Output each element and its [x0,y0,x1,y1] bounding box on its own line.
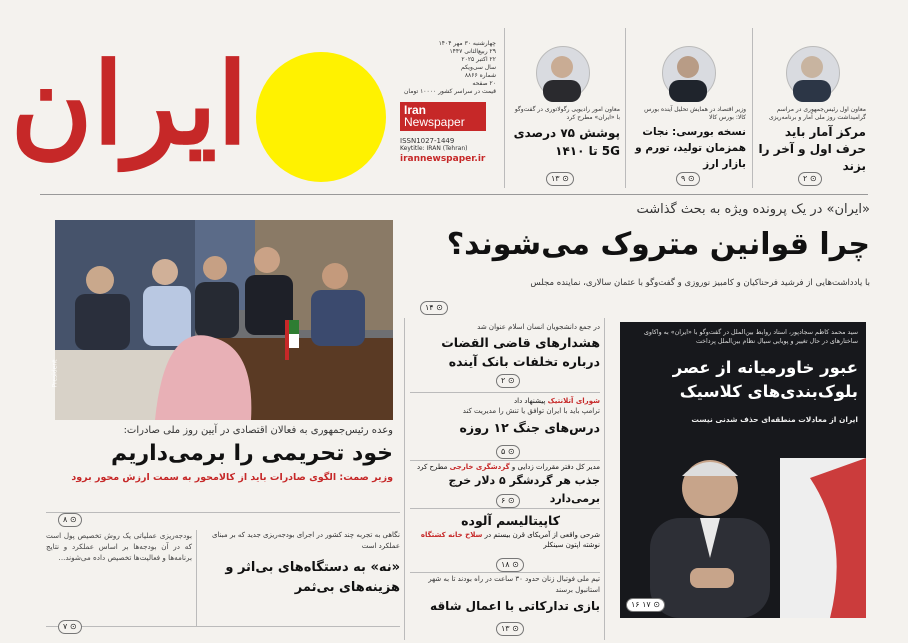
photo-kicker: وعده رئیس‌جمهوری به فعالان اقتصادی در آیین روز ملی صادرات: [123,425,393,436]
page-ref[interactable]: ۱۳ ⊙ [496,622,524,636]
date-line: ۲۹ ربیع‌الثانی ۱۴۴۷ [449,48,496,55]
portrait-photo [662,46,716,100]
teaser-title: نسخه بورسی: نجات همزمان تولید، تورم و بازار ارز [635,126,746,170]
english-brand [400,102,486,131]
keytitle: Keytitle: IRAN (Tehran) [400,145,468,152]
page-ref[interactable]: ۹ ⊙ [676,172,700,186]
interview-headline: عبور خاورمیانه از عصر بلوک‌بندی‌های کلاسیک [672,358,858,401]
page-ref[interactable]: ۸ ⊙ [58,513,82,527]
sun-emblem [256,52,386,182]
divider [410,572,600,573]
divider [410,508,600,509]
budget-body-text: بودجه‌ریزی عملیاتی یک روش تخصیص پول است که در آن بودجه‌ها بر اساس عملکرد و نتایج برنامه‌ها و فعالیت‌ها تخصیص داده می‌شوند... [46,531,192,562]
story-title: هشدارهای قاضی القضات درباره تخلفات بانک آینده [441,335,600,369]
meeting-scene [55,220,393,420]
story-kicker: مدیر کل دفتر مقررات زدایی و [511,463,600,471]
photo-subtitle: وزیر صمت: الگوی صادرات باید از کالامحور به سمت ارزش محور برود [71,472,393,483]
teaser-title: مرکز آمار باید حرف اول و آخر را بزند [758,125,866,173]
main-story[interactable] [410,200,870,318]
teaser-1[interactable] [758,40,866,188]
middle-column [410,322,600,642]
story-label-line [410,396,600,406]
middle-story-3[interactable] [410,462,600,510]
page-ref[interactable]: ۲ ⊙ [798,172,822,186]
date-line: سال سی‌ویکم [460,64,496,71]
story-kicker: شرحی واقعی از آمریکای قرن بیستم در [484,531,600,539]
person-icon [785,47,839,101]
story-title: جذب هر گردشگر ۵ دلار خرج برمی‌دارد [448,474,600,505]
story-kicker: در جمع دانشجویان انسان اسلام عنوان شد [477,323,600,331]
budget-story[interactable] [200,530,400,620]
brand-block [400,40,496,190]
logo-text: ایران [10,39,248,170]
person-icon [535,47,589,101]
page-ref[interactable]: ۷ ⊙ [58,620,82,634]
issn: ISSN1027-1449 [400,137,455,145]
date-line: ۲۲ اکتبر ۲۰۲۵ [461,56,496,63]
divider [625,28,626,188]
story-kicker: نگاهی به تجربه چند کشور در اجرای بودجه‌ریزی جدید که بر مبنای عملکرد است [212,531,400,550]
story-kicker-2: مطرح کرد [416,463,448,471]
divider [410,392,600,393]
column-divider [604,318,605,640]
story-label: شورای آتلانتیک [547,397,600,405]
interview-subtitle: ایران از معادلات منطقه‌ای حذف شدنی نیست [691,415,858,424]
interview-feature[interactable] [620,322,866,618]
story-kicker-2: نوشته اپتون سینکلر [543,541,600,549]
page-ref[interactable]: ۲ ⊙ [496,374,520,388]
middle-story-4[interactable] [410,512,600,572]
teaser-kicker: وزیر اقتصاد در همایش تحلیل آینده بورس کالا: بورس کالا [644,106,746,121]
page-ref[interactable]: ۱۳ ⊙ [546,172,574,186]
brand-line-2: Newspaper [404,115,465,129]
divider [504,28,505,188]
main-kicker: «ایران» در یک پرونده ویژه به بحث گذاشت [636,202,870,217]
logo [10,30,248,180]
story-title: «نه» به دستگاه‌های بی‌اثر و هزینه‌های بی‌ثمر [225,560,400,595]
middle-story-5[interactable] [410,574,600,640]
page-ref[interactable]: ۱۴ ⊙ [420,301,448,315]
middle-story-2[interactable] [410,396,600,460]
photo-credit: President [51,359,59,388]
story-label: سلاح خانه کشتگاه [420,531,483,539]
story-kicker: ترامپ باید با ایران توافق یا تنش را مدیریت کند [462,407,600,415]
portrait-photo [536,46,590,100]
column-divider [404,318,405,640]
interview-kicker: سید محمد کاظم سجادپور، استاد روابط بین‌الملل در گفت‌وگو با «ایران» به واکاوی ساختارهای در حال تغییر و پویایی سیال نظام بین‌الملل پرداخت [644,329,858,345]
website-link[interactable]: irannewspaper.ir [400,154,486,164]
masthead-divider [40,194,868,195]
story-label-suffix: پیشنهاد داد [514,397,546,405]
person-icon [661,47,715,101]
story-title: کاپیتالیسم آلوده [461,513,560,528]
date-line: شماره ۸۸۶۶ [464,72,496,79]
portrait-photo [786,46,840,100]
page-ref[interactable]: ۱۶ ۱۷ ⊙ [626,598,665,612]
column-divider [196,530,197,626]
story-title: درس‌های جنگ ۱۲ روزه [459,420,600,435]
date-lines [400,40,496,96]
story-label: گردشگری خارجی [449,463,510,471]
date-line: چهارشنبه ۳۰ مهر ۱۴۰۴ [438,40,496,47]
meeting-photo [51,220,393,420]
photo-headline: خود تحریمی را برمی‌داریم [110,441,393,466]
teaser-kicker: معاون اول رئیس‌جمهوری در مراسم گرامیداشت روز ملی آمار و برنامه‌ریزی [768,106,866,121]
divider [752,28,753,188]
teaser-2[interactable] [632,40,746,188]
date-line: قیمت در سراسر کشور ۱۰۰۰۰ تومان [403,88,496,95]
interview-portrait [620,418,866,618]
teaser-title: پوشش ۷۵ درصدی 5G تا ۱۴۱۰ [513,126,620,158]
page-ref[interactable]: ۶ ⊙ [496,494,520,508]
story-kicker-line [410,530,600,550]
divider [46,512,400,513]
page-ref[interactable]: ۱۸ ⊙ [496,558,524,572]
teaser-3[interactable] [508,40,620,188]
page-ref[interactable]: ۵ ⊙ [496,445,520,459]
middle-story-1[interactable] [410,322,600,392]
divider [46,626,400,627]
teaser-kicker: معاون امور رادیویی رگولاتوری در گفت‌وگو با «ایران» مطرح کرد [514,106,620,121]
main-headline: چرا قوانین متروک می‌شوند؟ [446,227,870,262]
photo-story[interactable] [55,424,393,504]
masthead [0,0,908,190]
story-title: بازی تدارکاتی با اعمال شاقه [430,599,600,613]
divider [410,460,600,461]
story-kicker: تیم ملی فوتبال زنان حدود ۳۰ ساعت در راه بودند تا به شهر استانبول برسند [428,575,600,594]
brand-line-1: Iran [404,103,427,117]
story-kicker-line [410,462,600,472]
date-line: ۲۰ صفحه [472,80,496,87]
main-byline: با یادداشت‌هایی از فرشید فرحناکیان و کامبیز نوروزی و گفت‌وگو با عثمان سالاری، نماینده مجلس [530,278,870,288]
